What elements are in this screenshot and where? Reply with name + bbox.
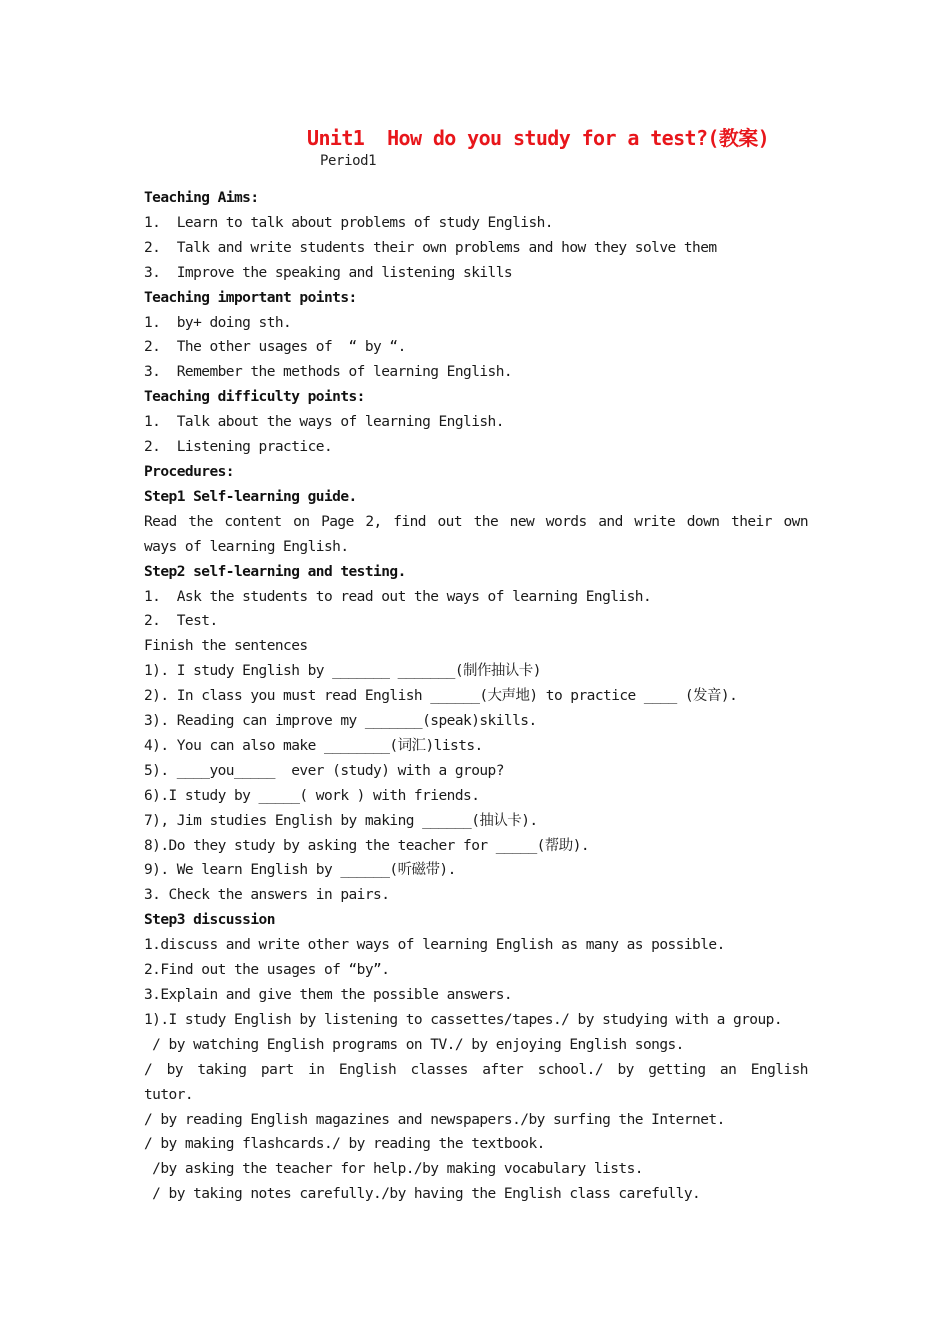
text-line: / by taking notes carefully./by having the English class carefully. (144, 1186, 701, 1203)
text-line: Finish the sentences (144, 638, 308, 655)
text-line: / by reading English magazines and newspapers./by surfing the Internet. (144, 1111, 725, 1128)
section-heading: Step2 self-learning and testing. (144, 563, 406, 580)
text-line: 3. Check the answers in pairs. (144, 887, 390, 904)
text-line: 2. Test. (144, 613, 218, 630)
text-line: 2. Talk and write students their own problems and how they solve them (144, 239, 717, 256)
text-line: 4). You can also make ________(词汇)lists. (144, 737, 483, 754)
section-heading: Step3 discussion (144, 912, 275, 929)
section-heading: Step1 Self-learning guide. (144, 488, 357, 505)
section-heading: Teaching important points: (144, 289, 357, 306)
text-line: 1. Ask the students to read out the ways of learning English. (144, 588, 652, 605)
text-line: 5). ____you_____ ever (study) with a group? (144, 762, 504, 779)
text-line: /by asking the teacher for help./by making vocabulary lists. (144, 1161, 643, 1178)
text-line: 2. The other usages of “ by “. (144, 339, 406, 356)
text-line: 1).I study English by listening to cassettes/tapes./ by studying with a group. (144, 1011, 783, 1028)
text-line: 3. Remember the methods of learning English. (144, 364, 513, 381)
document-subtitle: Period1 (320, 153, 377, 169)
document-body (144, 186, 808, 1207)
text-line: tutor. (144, 1086, 194, 1103)
document-title: Unit1 How do you study for a test?(教案) (307, 126, 770, 150)
text-line: / by taking part in English classes after school./ by getting an English (144, 1061, 808, 1078)
text-line: ways of learning English. (144, 538, 349, 555)
text-line: 9). We learn English by ______(听磁带). (144, 862, 456, 879)
text-line: 3). Reading can improve my _______(speak)skills. (144, 713, 537, 730)
text-line: 2.Find out the usages of “by”. (144, 962, 390, 979)
section-heading: Teaching difficulty points: (144, 389, 365, 406)
section-heading: Procedures: (144, 463, 234, 480)
text-line: / by watching English programs on TV./ by enjoying English songs. (144, 1036, 684, 1053)
text-line: / by making flashcards./ by reading the textbook. (144, 1136, 545, 1153)
text-line: 6).I study by _____( work ) with friends. (144, 787, 480, 804)
text-line: 2. Listening practice. (144, 439, 333, 456)
text-line: 1. Learn to talk about problems of study English. (144, 214, 553, 231)
text-line: 8).Do they study by asking the teacher for _____(帮助). (144, 837, 590, 854)
text-line: 1. by+ doing sth. (144, 314, 292, 331)
text-line: 1). I study English by _______ _______(制作抽认卡) (144, 663, 541, 680)
text-line: 7), Jim studies English by making ______(抽认卡). (144, 812, 538, 829)
text-line: 1.discuss and write other ways of learning English as many as possible. (144, 937, 725, 954)
text-line: 3.Explain and give them the possible answers. (144, 987, 513, 1003)
text-line: Read the content on Page 2, find out the new words and write down their own (144, 513, 808, 530)
text-line: 3. Improve the speaking and listening skills (144, 264, 513, 281)
text-line: 2). In class you must read English ______(大声地) to practice ____ (发音). (144, 688, 738, 705)
section-heading: Teaching Aims: (144, 190, 259, 206)
text-line: 1. Talk about the ways of learning English. (144, 414, 504, 431)
